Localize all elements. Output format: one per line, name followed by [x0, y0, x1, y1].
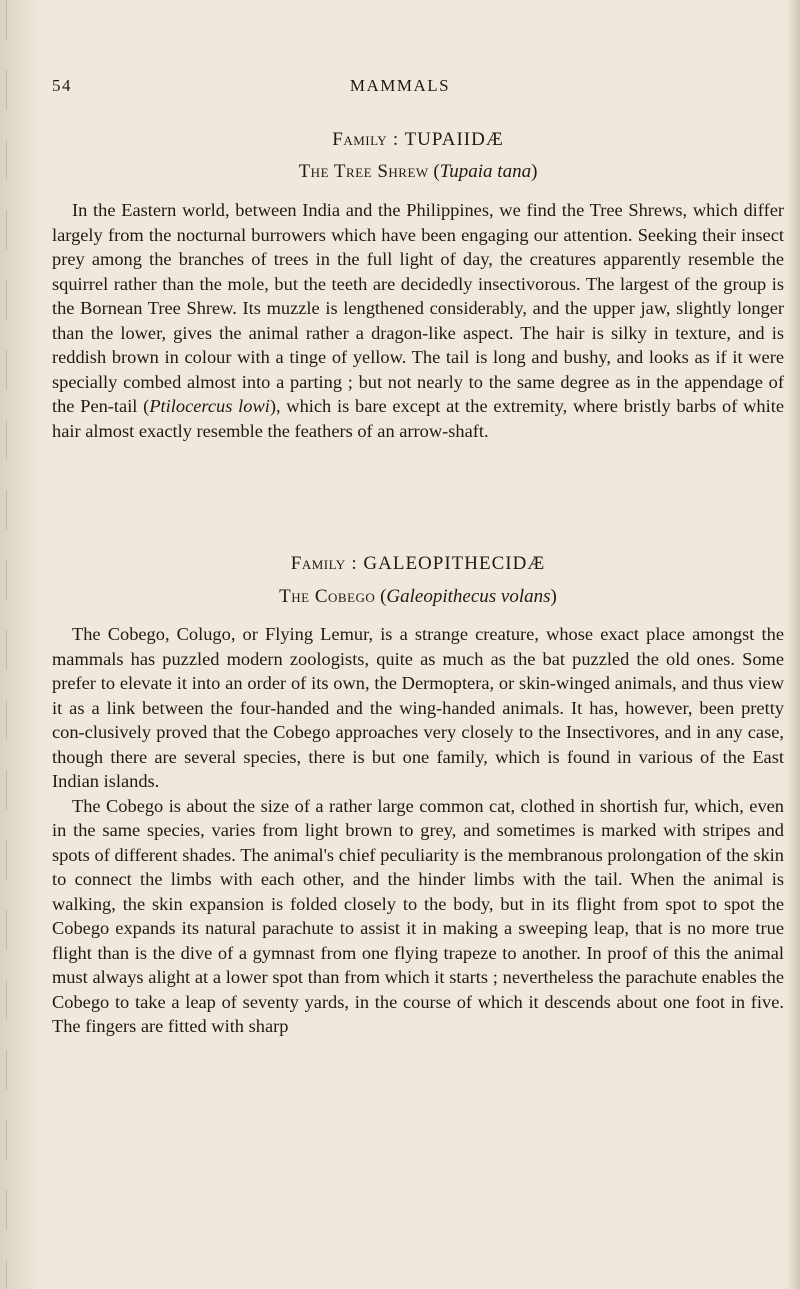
species-common-name: The Cobego: [279, 586, 376, 607]
page-edge: [786, 0, 800, 1289]
family-label: Family: [290, 553, 346, 574]
species-heading-cobego: The Cobego (Galeopithecus volans): [279, 586, 557, 607]
family-heading-tupaiidae: Family : TUPAIIDÆ: [332, 129, 504, 150]
page-gutter: [0, 0, 42, 1289]
family-heading-galeopithecidae: Family : GALEOPITHECIDÆ: [290, 553, 546, 574]
text-column: [52, 0, 784, 1289]
species-latin-name: Galeopithecus volans: [386, 586, 551, 607]
cobego-body: [52, 622, 784, 1039]
latin-name-inline: Ptilocercus lowi: [149, 396, 270, 416]
paragraph: The Cobego, Colugo, or Flying Lemur, is a strange creature, whose exact place amongst the mammals has puzzled modern zoologists, quite as much as the bat puzzled the old ones. Some prefer to elevate it into an order of its own, the Dermoptera, or skin-winged animals, and thus view it as a link between the four-handed and the wing-handed animals. It has, however, been pretty con-clusively proved that the Cobego approaches very closely to the Insectivores, and in any case, though there are several species, there is but one family, which is found in various of the East Indian islands.: [52, 624, 784, 791]
family-name: GALEOPITHECIDÆ: [363, 553, 546, 574]
paragraph: The Cobego is about the size of a rather large common cat, clothed in shortish fur, which, even in the same species, varies from light brown to grey, and sometimes is marked with stripes and spots of different shades. The animal's chief peculiarity is the membranous prolongation of the skin to connect the limbs with each other, and the hinder limbs with the tail. When the animal is walking, the skin expansion is folded closely to the body, but in its flight from spot to spot the Cobego expands its natural parachute to assist it in making a sweeping leap, that is no more true flight than is the dive of a gymnast from one flying trapeze to another. In proof of this the animal must always alight at a lower spot than from which it starts ; nevertheless the parachute enables the Cobego to take a leap of seventy yards, in the course of which it descends about one foot in five. The fingers are fitted with sharp: [52, 795, 784, 1036]
species-common-name: The Tree Shrew: [298, 161, 429, 182]
species-latin-name: Tupaia tana: [439, 161, 532, 182]
paragraph-text: , which is bare except at the extremity, where bristly barbs of white hair almost exactly resemble the feathers of an arrow-shaft.: [52, 396, 784, 441]
running-title: MAMMALS: [349, 76, 451, 95]
species-heading-tree-shrew: The Tree Shrew (Tupaia tana): [298, 161, 538, 182]
paragraph: In the Eastern world, between India and the Philippines, we find the Tree Shrews, which differ largely from the nocturnal burrowers which have been engaging our attention. Seeking their insect prey among the branches of trees in the full light of day, the creatures apparently resemble the squirrel rather than the mole, but the teeth are decidedly insectivorous. The largest of the group is the Bornean Tree Shrew. Its muzzle is lengthened considerably, and the upper jaw, slightly longer than the lower, gives the animal rather a dragon-like aspect. The hair is silky in texture, and is reddish brown in colour with a tinge of yellow. The tail is long and bushy, and looks as if it were specially combed almost into a parting ; but not nearly to the same degree as in the appendage of the Pen-tail (Ptilocercus lowi), which is bare except at the extremity, where bristly barbs of white hair almost exactly resemble the feathers of an arrow-shaft.: [52, 200, 784, 441]
page-number: 54: [52, 76, 72, 95]
family-name: TUPAIIDÆ: [404, 129, 504, 150]
paragraph-text: In the Eastern world, between India and the Philippines, we find the Tree Shrews, which differ largely from the nocturnal burrowers which have been engaging our attention. Seeking their insect prey among the branches of trees in the full light of day, the creatures apparently resemble the squirrel rather than the mole, but the teeth are decidedly insectivorous. The largest of the group is the Bornean Tree Shrew. Its muzzle is lengthened considerably, and the upper jaw, slightly longer than the lower, gives the animal rather a dragon-like aspect. The hair is silky in texture, and is reddish brown in colour with a tinge of yellow. The tail is long and bushy, and looks as if it were specially combed almost into a parting ; but not nearly to the same degree as in the appendage of the Pen-tail: [52, 200, 784, 416]
family-label: Family: [332, 129, 388, 150]
tree-shrew-body: [52, 198, 784, 443]
